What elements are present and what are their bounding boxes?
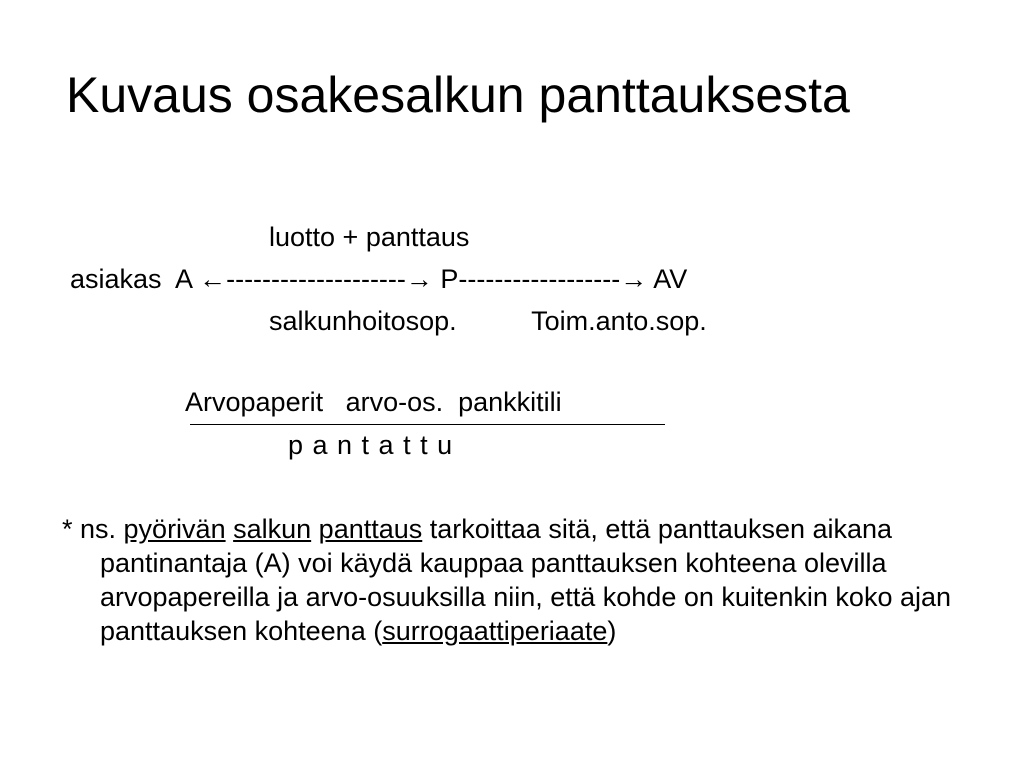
diagram-label-loan-pledge: luotto + panttaus — [269, 222, 470, 252]
term-portfolio: salkun — [233, 514, 312, 544]
term-pledge: panttaus — [318, 514, 423, 544]
footnote-prefix: * ns. — [62, 514, 124, 544]
footnote — [62, 512, 952, 648]
diagram-label-contracts: salkunhoitosop. Toim.anto.sop. — [269, 306, 707, 336]
divider-line — [190, 424, 665, 425]
slide-title: Kuvaus osakesalkun panttauksesta — [66, 67, 850, 123]
pledged-assets-list: Arvopaperit arvo-os. pankkitili — [185, 387, 562, 417]
pledged-label: p a n t a t t u — [288, 430, 454, 460]
footnote-body: tarkoittaa sitä, että panttauksen aikana pantinantaja (A) voi käydä kauppaa panttauksen kohteena olevilla arvopapereilla ja arvo-osuuksilla niin, että kohde on kuitenkin koko ajan panttauksen kohteena ( — [100, 514, 952, 646]
term-rotating: pyörivän — [123, 514, 226, 544]
term-surrogate-principle: surrogaattiperiaate — [382, 616, 608, 646]
diagram-relationship-arrows: asiakas A ←--------------------→ P------------------→ AV — [70, 264, 688, 294]
footnote-suffix: ) — [607, 616, 617, 646]
footnote-paragraph — [62, 512, 952, 648]
